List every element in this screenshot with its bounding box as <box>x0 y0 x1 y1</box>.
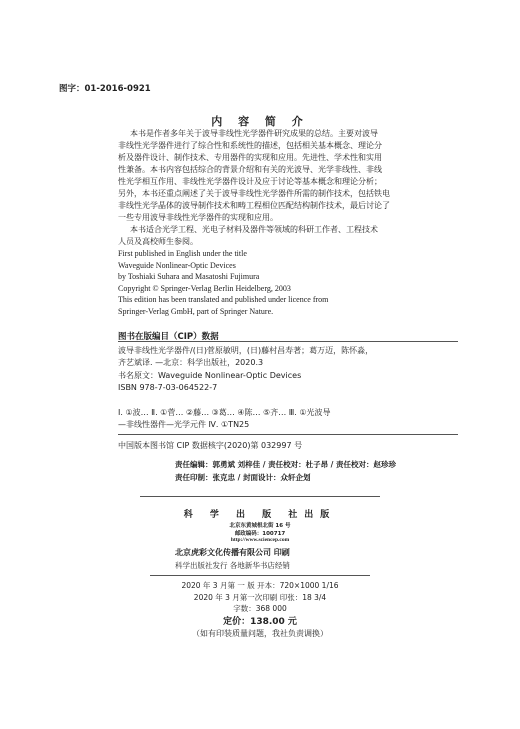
audience-line: 本书适合光学工程、光电子材料及器件等领域的科研工作者、工程技术 <box>130 225 378 234</box>
notice-line: Copyright © Springer-Verlag Berlin Heidelberg, 2003 <box>118 283 291 293</box>
publisher-website: http://www.sciencep.com <box>230 537 290 543</box>
summary-line: 性兼备。本书内容包括综合的背景介绍和有关的光波导、光学非线性、非线 <box>118 165 382 174</box>
cip-line: 波导非线性光学器件/(日)菅原敏明，(日)藤村昌寿著；葛万迈，陈怀淼， <box>118 346 374 355</box>
notice-line: Waveguide Nonlinear-Optic Devices <box>118 260 236 270</box>
cip-record-number: 中国版本图书馆 CIP 数据核字(2020)第 032997 号 <box>118 441 303 450</box>
distribution-info: 科学出版社发行 各地新华书店经销 <box>175 561 290 570</box>
cip-classification <box>118 407 448 432</box>
notice-line: Springer-Verlag GmbH, part of Springer Nature. <box>118 306 274 316</box>
cip-record <box>118 345 448 395</box>
publisher-address: 北京东黄城根北街 16 号 <box>229 523 291 529</box>
audience-line: 人员及高校师生参阅。 <box>118 237 198 246</box>
notice-line: by Toshiaki Suhara and Masatoshi Fujimura <box>118 272 260 281</box>
cip-heading: 图书在版编目（CIP）数据 <box>118 332 219 342</box>
notice-line: This edition has been translated and published under licence from <box>118 295 329 304</box>
original-edition-notice <box>118 248 328 317</box>
cip-line: 书名原文：Waveguide Nonlinear-Optic Devices <box>118 370 302 380</box>
printing-info: 2020 年 3 月第一次印刷 印张：18 3/4 <box>193 593 327 602</box>
summary-line: 本书是作者多年关于波导非线性光学器件研究成果的总结。主要对波导 <box>130 129 378 138</box>
summary-line: 析及器件设计、制作技术、专用器件的实现和应用。先进性、学术性和实用 <box>118 153 382 162</box>
edition-info: 2020 年 3 月第 一 版 开本：720×1000 1/16 <box>181 581 339 590</box>
quality-notice: （如有印装质量问题，我社负责调换） <box>192 629 328 638</box>
word-count: 字数：368 000 <box>233 604 287 613</box>
cip-class-line: Ⅰ. ①波… Ⅱ. ①菅… ②藤… ③葛… ④陈… ⑤齐… Ⅲ. ①光波导 <box>118 408 331 417</box>
summary-line: 非线性光学器件进行了综合性和系统性的描述，包括相关基本概念、理论分 <box>118 141 382 150</box>
publisher-postcode: 邮政编码：100717 <box>234 531 286 537</box>
cip-rule-top <box>118 341 458 342</box>
cip-rule-bottom <box>118 434 458 435</box>
summary-line: 另外，本书还重点阐述了关于波导非线性光学器件所需的制作技术，包括铁电 <box>118 189 390 198</box>
cip-line: ISBN 978-7-03-064522-7 <box>118 383 218 393</box>
book-price: 定价：138.00 元 <box>223 617 297 627</box>
publisher-name: 科 学 出 版 社出版 <box>183 510 337 520</box>
notice-line: First published in English under the title <box>118 249 247 258</box>
specs-rule <box>150 575 370 576</box>
cip-class-line: —非线性器件—光学元件 Ⅳ. ①TN25 <box>118 420 250 430</box>
copyright-registration-number: 图字：01-2016-0921 <box>59 84 151 94</box>
editor-credits: 责任编辑：郭勇斌 刘梓佳 / 责任校对：杜子昂 / 责任校对：赵珍珍 <box>175 460 397 469</box>
summary-line: 一些专用波导非线性光学器件的实现和应用。 <box>118 213 278 222</box>
summary-line: 性光学相互作用、非线性光学器件设计及应于讨论等基本概念和理论分析； <box>118 177 382 186</box>
content-summary-paragraph <box>118 128 463 224</box>
cip-line: 齐艺斌译. —北京：科学出版社，2020.3 <box>118 358 264 368</box>
audience-paragraph <box>118 224 463 248</box>
printer-name: 北京虎彩文化传播有限公司 印刷 <box>175 548 290 557</box>
production-credits: 责任印制：张克忠 / 封面设计：众轩企划 <box>175 473 311 482</box>
colophon-rule <box>140 496 380 497</box>
summary-line: 非线性光学晶体的波导制作技术和畴工程相位匹配结构制作技术，最后讨论了 <box>118 201 390 210</box>
content-summary-title: 内 容 简 介 <box>211 115 309 128</box>
